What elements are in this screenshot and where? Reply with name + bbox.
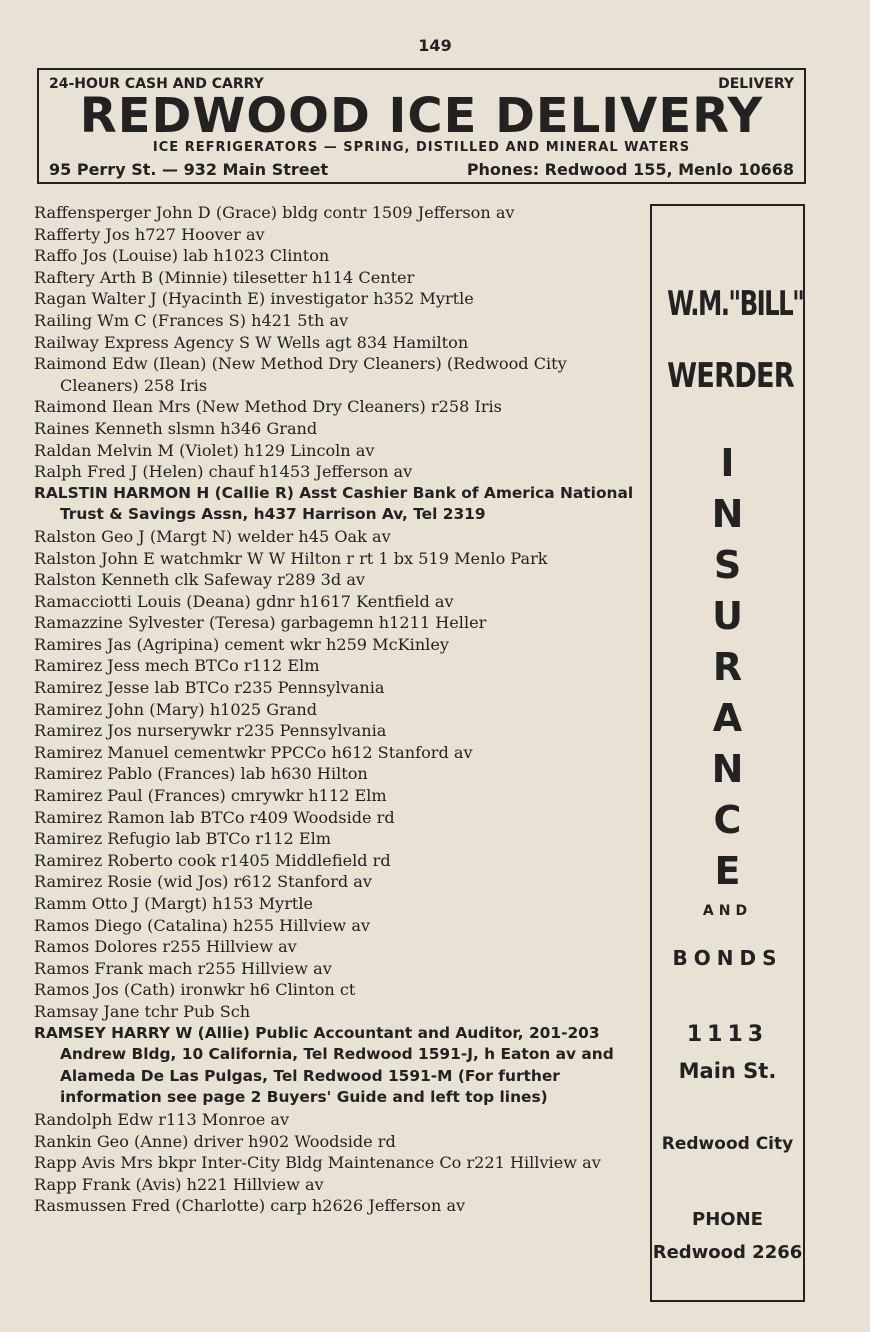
ad-phones: Phones: Redwood 155, Menlo 10668 [466, 160, 794, 179]
list-item: Ragan Walter J (Hyacinth E) investigator h352 Myrtle [34, 289, 474, 309]
page-number: 149 [418, 36, 452, 55]
list-item: Rasmussen Fred (Charlotte) carp h2626 Jefferson av [34, 1196, 466, 1216]
list-item: Ramirez Refugio lab BTCo r112 Elm [34, 829, 332, 849]
directory-listings [34, 202, 646, 1217]
ad-letter: C [713, 798, 742, 842]
insurance-ad [650, 204, 805, 1302]
ad-right-tag: DELIVERY [718, 76, 794, 92]
list-item-featured: RALSTIN HARMON H (Callie R) Asst Cashier Bank of America National Trust & Savings Assn, h437 Harrison Av, Tel 2319 [34, 483, 634, 524]
list-item: Ramm Otto J (Margt) h153 Myrtle [34, 894, 314, 913]
ad-letter: E [714, 849, 741, 893]
list-item: Ramirez Roberto cook r1405 Middlefield rd [34, 850, 391, 870]
ad-title: REDWOOD ICE DELIVERY [79, 88, 764, 144]
ad-letter: U [712, 594, 743, 638]
list-item: Ramos Frank mach r255 Hillview av [34, 958, 332, 978]
list-item: Ramos Diego (Catalina) h255 Hillview av [34, 915, 371, 935]
ad-city: Redwood City [661, 1134, 794, 1154]
list-item: Rapp Frank (Avis) h221 Hillview av [34, 1174, 324, 1194]
ad-letter: S [713, 543, 742, 587]
list-item: Ramirez Manuel cementwkr PPCCo h612 Stanford av [34, 742, 473, 762]
ice-delivery-ad [37, 68, 806, 184]
list-item: Rafferty Jos h727 Hoover av [34, 224, 265, 244]
list-item: Railing Wm C (Frances S) h421 5th av [34, 310, 349, 330]
list-item: Ramirez Paul (Frances) cmrywkr h112 Elm [34, 786, 387, 806]
list-item: Ramsay Jane tchr Pub Sch [34, 1001, 251, 1021]
list-item: Ralston John E watchmkr W W Hilton r rt 1 bx 519 Menlo Park [34, 548, 548, 568]
ad-and: AND [702, 903, 753, 919]
ad-street-number: 1113 [686, 1022, 769, 1047]
list-item: Raimond Ilean Mrs (New Method Dry Cleaners) r258 Iris [34, 397, 502, 417]
list-item: Ramirez Rosie (wid Jos) r612 Stanford av [34, 872, 372, 892]
ad-subtitle: ICE REFRIGERATORS — SPRING, DISTILLED AND MINERAL WATERS [152, 140, 691, 155]
ad-address: 95 Perry St. — 932 Main Street [49, 160, 329, 179]
ad-phone-label: PHONE [692, 1209, 763, 1230]
list-item: Raimond Edw (Ilean) (New Method Dry Cleaners) (Redwood City Cleaners) 258 Iris [34, 354, 567, 395]
list-item: Randolph Edw r113 Monroe av [34, 1109, 290, 1129]
list-item: Ramos Jos (Cath) ironwkr h6 Clinton ct [34, 980, 356, 1000]
list-item: Ramazzine Sylvester (Teresa) garbagemn h1211 Heller [34, 613, 487, 633]
list-item: Raffo Jos (Louise) lab h1023 Clinton [34, 246, 330, 266]
ad-phone-number: Redwood 2266 [652, 1242, 803, 1263]
ad-agent-surname: WERDER [667, 356, 794, 396]
list-item: Ramirez Jess mech BTCo r112 Elm [34, 656, 320, 676]
ad-letter: N [711, 747, 744, 791]
list-item: Ramirez Pablo (Frances) lab h630 Hilton [34, 764, 368, 784]
list-item: Raffensperger John D (Grace) bldg contr 1509 Jefferson av [34, 203, 515, 222]
list-item: Ralph Fred J (Helen) chauf h1453 Jefferson av [34, 462, 413, 482]
ad-letter: R [712, 645, 743, 689]
list-item: Railway Express Agency S W Wells agt 834 Hamilton [34, 332, 469, 352]
ad-bonds: BONDS [672, 946, 783, 970]
list-item: Ramirez Jesse lab BTCo r235 Pennsylvania [34, 678, 385, 698]
list-item: Ralston Geo J (Margt N) welder h45 Oak av [34, 526, 391, 546]
ad-letter: I [720, 441, 735, 485]
list-item: Raldan Melvin M (Violet) h129 Lincoln av [34, 440, 375, 460]
ad-left-tag: 24-HOUR CASH AND CARRY [49, 76, 264, 92]
list-item: Raines Kenneth slsmn h346 Grand [34, 418, 318, 438]
list-item: Raftery Arth B (Minnie) tilesetter h114 Center [34, 267, 415, 287]
list-item: Ramirez Jos nurserywkr r235 Pennsylvania [34, 721, 387, 741]
list-item-featured: RAMSEY HARRY W (Allie) Public Accountant and Auditor, 201-203 Andrew Bldg, 10 California, Tel Redwood 1591-J, h Eaton av and Alameda De Las Pulgas, Tel Redwood 1591-M (For further information see page 2 Buyers' Guide and left top lines) [34, 1023, 614, 1107]
ad-letter: A [712, 696, 743, 740]
list-item: Rankin Geo (Anne) driver h902 Woodside rd [34, 1131, 396, 1151]
list-item: Rapp Avis Mrs bkpr Inter-City Bldg Maintenance Co r221 Hillview av [34, 1153, 601, 1173]
list-item: Ramirez Ramon lab BTCo r409 Woodside rd [34, 807, 395, 827]
ad-letter: N [711, 492, 744, 536]
list-item: Ralston Kenneth clk Safeway r289 3d av [34, 570, 366, 590]
list-item: Ramos Dolores r255 Hillview av [34, 937, 297, 957]
list-item: Ramires Jas (Agripina) cement wkr h259 McKinley [34, 634, 449, 654]
list-item: Ramacciotti Louis (Deana) gdnr h1617 Kentfield av [34, 591, 454, 611]
list-item: Ramirez John (Mary) h1025 Grand [34, 699, 318, 719]
ad-insurance-vertical [652, 438, 803, 897]
ad-street: Main St. [678, 1059, 777, 1083]
ad-agent-name: W.M."BILL" [667, 284, 804, 324]
